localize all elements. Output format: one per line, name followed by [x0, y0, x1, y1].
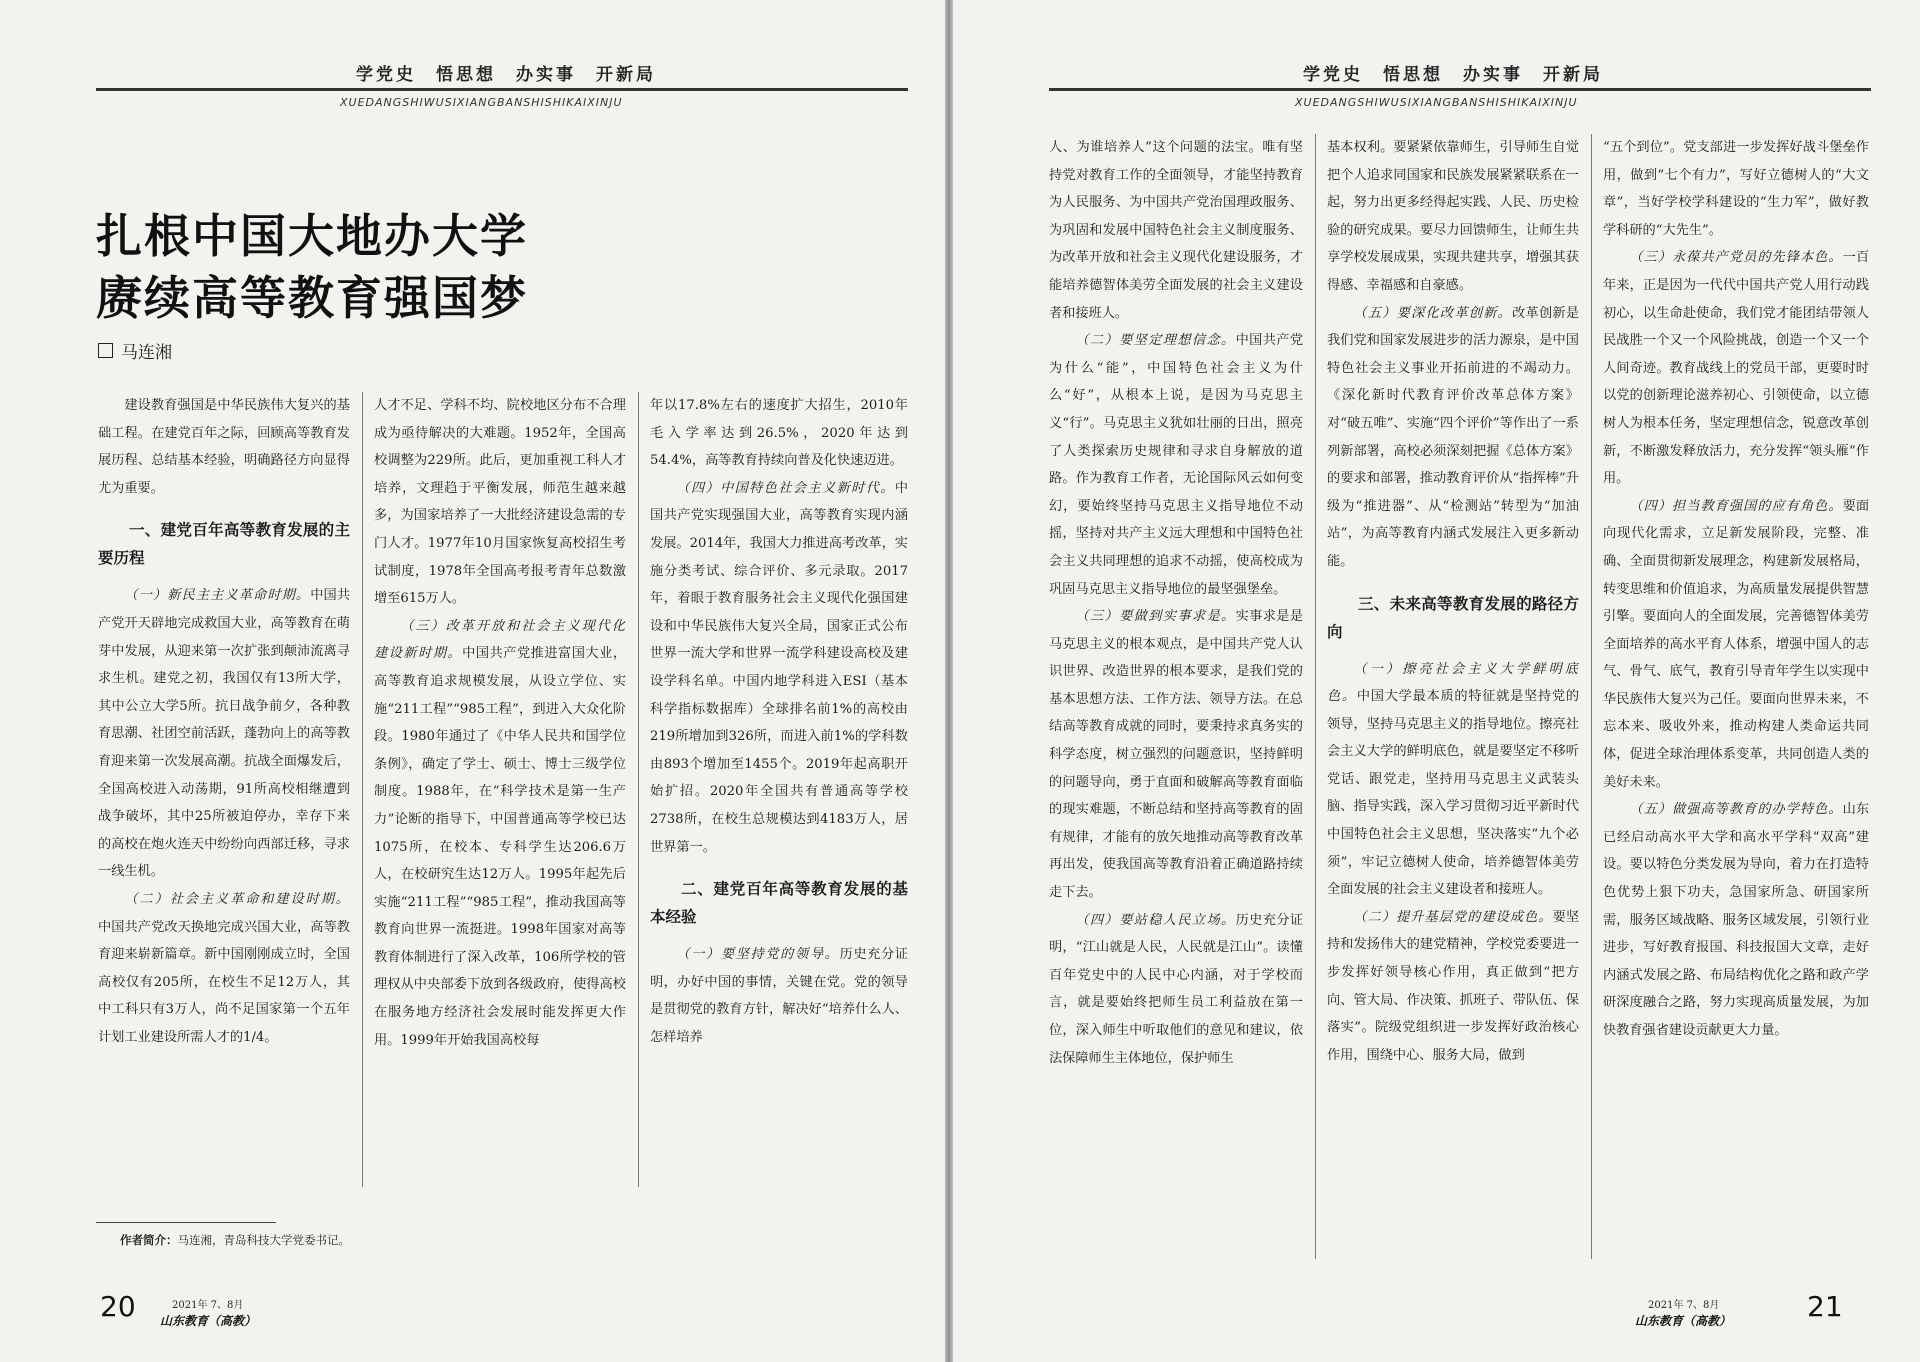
column-right-3: [1603, 134, 1869, 1264]
magazine-name: 山东教育（高教）: [160, 1314, 257, 1328]
subsection-lead: （三）要做到实事求是。: [1075, 609, 1236, 625]
subsection-lead: （四）担当教育强国的应有角色。: [1629, 498, 1843, 514]
column-left-3: [650, 392, 908, 1192]
body-paragraph: [1327, 656, 1579, 904]
body-paragraph: [374, 613, 626, 1055]
header-rule: [96, 88, 908, 91]
header-rule: [1049, 88, 1871, 91]
paragraph-text: 中国共产党改天换地完成兴国大业，高等教育迎来崭新篇章。新中国刚刚成立时，全国高校仅有205所，在校生不足12万人，其中工科只有3万人，尚不足国家第一个五年计划工业建设所需人才的1/4。: [98, 919, 350, 1045]
body-paragraph: [1049, 134, 1303, 327]
paragraph-text: 建设教育强国是中华民族伟大复兴的基础工程。在建党百年之际，回顾高等教育发展历程、总结基本经验，明确路径方向显得尤为重要。: [98, 398, 350, 496]
paragraph-text: 中国共产党推进富国大业，高等教育追求规模发展，从设立学位、实施“211工程”“985工程”，到进入大众化阶段。1980年通过了《中华人民共和国学位条例》，确定了学士、硕士、博士三级学位制度。1988年，在“科学技术是第一生产力”论断的指导下，中国普通高等学校已达1075所，在校本、专科学生达206.6万人，在校研究生达12万人。1995年起先后实施“211工程”“985工程”，推动我国高等教育向世界一流挺进。1998年国家对高等教育体制进行了深入改革，106所学校的管理权从中央部委下放到各级政府，使得高校在服务地方经济社会发展时能发挥更大作用。1999年开始我国高校每: [374, 646, 626, 1048]
author-note: [120, 1232, 350, 1248]
body-paragraph: [1603, 796, 1869, 1044]
page-gutter: [945, 0, 953, 1362]
body-paragraph: [98, 392, 350, 502]
subsection-lead: （一）要坚持党的领导。: [676, 947, 840, 963]
paragraph-text: 历史充分证明，办好中国的事情，关键在党。党的领导是贯彻党的教育方针，解决好“培养什么人、怎样培养: [650, 947, 908, 1045]
subsection-lead: （一）新民主主义革命时期。: [124, 588, 311, 604]
paragraph-text: 山东已经启动高水平大学和高水平学科“双高”建设。要以特色分类发展为导向，着力在打造特色优势上狠下功夫，急国家所急、研国家所需，服务区域战略、服务区域发展，引领行业进步，写好教育报国、科技报国大文章，走好内涵式发展之路、布局结构优化之路和政产学研深度融合之路，努力实现高质量发展，为加快教育强省建设贡献更大力量。: [1603, 802, 1869, 1038]
subsection-lead: （三）永葆共产党员的先锋本色。: [1629, 250, 1843, 266]
section-heading: 三、未来高等教育发展的路径方向: [1327, 594, 1579, 641]
paragraph-text: 中国共产党为什么“能”，中国特色社会主义为什么“好”，从根本上说，是因为马克思主义“行”。马克思主义犹如壮丽的日出，照亮了人类探索历史规律和寻求自身解放的道路。作为教育工作者，无论国际风云如何变幻，要始终坚持马克思主义指导地位不动摇，坚持对共产主义远大理想和中国特色社会主义共同理想的追求不动摇，使高校成为巩固马克思主义指导地位的最坚强堡垒。: [1049, 333, 1303, 597]
paragraph-text: 中国大学最本质的特征就是坚持党的领导，坚持马克思主义的指导地位。擦亮社会主义大学的鲜明底色，就是要坚定不移听党话、跟党走，坚持用马克思主义武装头脑、指导实践，深入学习贯彻习近平新时代中国特色社会主义思想，坚决落实“九个必须”，牢记立德树人使命，培养德智体美劳全面发展的社会主义建设者和接班人。: [1327, 689, 1579, 898]
paragraph-text: 实事求是是马克思主义的根本观点，是中国共产党人认识世界、改造世界的根本要求，是我们党的基本思想方法、工作方法、领导方法。在总结高等教育成就的同时，要秉持求真务实的科学态度，树立强烈的问题意识，坚持鲜明的问题导向，勇于直面和破解高等教育面临的现实难题，不断总结和坚持高等教育的固有规律，才能有的放矢地推动高等教育改革再出发，使我国高等教育沿着正确道路持续走下去。: [1049, 609, 1303, 901]
paragraph-text: 一百年来，正是因为一代代中国共产党人用行动践初心，以生命赴使命，我们党才能团结带领人民战胜一个又一个风险挑战，创造一个又一个人间奇迹。教育战线上的党员干部，更要时时以党的创新理论滋养初心、引领使命，以立德树人为根本任务，坚定理想信念，锐意改革创新，不断激发释放活力，充分发挥“领头雁”作用。: [1603, 250, 1869, 487]
subsection-lead: （四）中国特色社会主义新时代。: [676, 480, 895, 496]
running-header: 学党史 悟思想 办实事 开新局: [1303, 65, 1603, 85]
body-paragraph: [98, 582, 350, 886]
column-right-1: [1049, 134, 1303, 1264]
column-divider: [362, 392, 363, 1187]
title-line-1: 扎根中国大地办大学: [96, 209, 528, 263]
running-header: 学党史 悟思想 办实事 开新局: [356, 65, 656, 85]
column-divider: [1591, 134, 1592, 1259]
paragraph-text: “五个到位”。党支部进一步发挥好战斗堡垒作用，做到“七个有力”，写好立德树人的“大文章”，当好学校学科建设的“生力军”，做好教学科研的“大先生”。: [1603, 140, 1869, 238]
body-paragraph: [650, 475, 908, 861]
section-heading: 一、建党百年高等教育发展的主要历程: [98, 521, 350, 568]
footnote-rule: [96, 1222, 276, 1223]
body-paragraph: [1049, 603, 1303, 907]
body-paragraph: [1603, 244, 1869, 492]
author-byline: [98, 338, 172, 363]
square-bullet-icon: [98, 343, 113, 358]
body-paragraph: [1327, 904, 1579, 1070]
title-line-2: 赓续高等教育强国梦: [96, 271, 528, 325]
subsection-lead: （二）社会主义革命和建设时期。: [124, 891, 350, 907]
body-paragraph: [1327, 300, 1579, 576]
subsection-lead: （二）要坚定理想信念。: [1075, 333, 1236, 349]
left-page: [0, 0, 945, 1362]
subsection-lead: （一）擦亮社会主义大学鲜明底色。: [1327, 661, 1579, 705]
section-heading: 二、建党百年高等教育发展的基本经验: [650, 880, 908, 927]
body-paragraph: [98, 886, 350, 1052]
body-paragraph: [1603, 493, 1869, 797]
page-number: 21: [1807, 1290, 1843, 1323]
author-note-text: 马连湘，青岛科技大学党委书记。: [177, 1233, 350, 1247]
issue-date: 2021年 7、8月: [172, 1300, 244, 1311]
paragraph-text: 要面向现代化需求，立足新发展阶段，完整、准确、全面贯彻新发展理念，构建新发展格局，转变思维和价值追求，为高质量发展提供智慧引擎。要面向人的全面发展，完善德智体美劳全面培养的高水平育人体系，增强中国人的志气、骨气、底气，教育引导青年学生以实现中华民族伟大复兴为己任。要面向世界未来，不忘本来、吸收外来，推动构建人类命运共同体，促进全球治理体系变革，共同创造人类的美好未来。: [1603, 498, 1869, 790]
column-left-2: [374, 392, 626, 1192]
author-note-label: 作者简介：: [120, 1233, 178, 1247]
column-left-1: [98, 392, 350, 1192]
paragraph-text: 历史充分证明，“江山就是人民，人民就是江山”。读懂百年党史中的人民中心内涵，对于学校而言，就是要始终把师生员工利益放在第一位，深入师生中听取他们的意见和建议，依法保障师生主体地位，保护师生: [1049, 912, 1303, 1066]
body-paragraph: [650, 392, 908, 475]
paragraph-text: 要坚持和发扬伟大的建党精神，学校党委要进一步发挥好领导核心作用，真正做到“把方向、管大局、作决策、抓班子、带队伍、保落实”。院级党组织进一步发挥好政治核心作用，围绕中心、服务大局，做到: [1327, 909, 1579, 1063]
paragraph-text: 年以17.8%左右的速度扩大招生，2010年毛入学率达到26.5%，2020年达到54.4%，高等教育持续向普及化快速迈进。: [650, 398, 908, 469]
body-paragraph: [374, 392, 626, 613]
right-page: [953, 0, 1920, 1362]
body-paragraph: [1603, 134, 1869, 244]
running-header-pinyin: XUEDANGSHIWUSIXIANGBANSHISHIKAIXINJU: [1295, 96, 1578, 109]
body-paragraph: [1049, 327, 1303, 603]
column-divider: [1315, 134, 1316, 1259]
paragraph-text: 基本权利。要紧紧依靠师生，引导师生自觉把个人追求同国家和民族发展紧紧联系在一起，努力出更多经得起实践、人民、历史检验的研究成果。要尽力回馈师生，让师生共享学校发展成果，实现共建共享，增强其获得感、幸福感和自豪感。: [1327, 140, 1579, 293]
paragraph-text: 改革创新是我们党和国家发展进步的活力源泉，是中国特色社会主义事业开拓前进的不竭动力。《深化新时代教育评价改革总体方案》对“破五唯”、实施“四个评价”等作出了一系列新部署，高校必须深刻把握《总体方案》的要求和部署，推动教育评价从“指挥棒”升级为“推进器”、从“检测站”转型为“加油站”，为高等教育内涵式发展注入更多新动能。: [1327, 305, 1579, 569]
running-header-pinyin: XUEDANGSHIWUSIXIANGBANSHISHIKAIXINJU: [340, 96, 623, 109]
article-title: [96, 205, 528, 329]
subsection-lead: （四）要站稳人民立场。: [1075, 912, 1236, 928]
paragraph-text: 人、为谁培养人”这个问题的法宝。唯有坚持党对教育工作的全面领导，才能坚持教育为人民服务、为中国共产党治国理政服务、为巩固和发展中国特色社会主义制度服务、为改革开放和社会主义现代化建设服务，才能培养德智体美劳全面发展的社会主义建设者和接班人。: [1049, 140, 1303, 321]
magazine-name: 山东教育（高教）: [1635, 1314, 1732, 1328]
paragraph-text: 人才不足、学科不均、院校地区分布不合理成为亟待解决的大难题。1952年，全国高校调整为229所。此后，更加重视工科人才培养，文理趋于平衡发展，师范生越来越多，为国家培养了一大批经济建设急需的专门人才。1977年10月国家恢复高校招生考试制度，1978年全国高考报考青年总数激增至615万人。: [374, 398, 626, 607]
body-paragraph: [1049, 907, 1303, 1073]
paragraph-text: 中国共产党实现强国大业，高等教育实现内涵发展。2014年，我国大力推进高考改革，实施分类考试、综合评价、多元录取。2017年，着眼于教育服务社会主义现代化强国建设和中华民族伟大复兴全局，国家正式公布世界一流大学和世界一流学科建设高校及建设学科名单。中国内地学科进入ESI（基本科学指标数据库）全球排名前1%的高校由219所增加到326所，而进入前1%的学科数由893个增加至1455个。2019年起高职开始扩招。2020年全国共有普通高等学校2738所，在校生总规模达到4183万人，居世界第一。: [650, 480, 908, 855]
body-paragraph: [1327, 134, 1579, 300]
issue-date: 2021年 7、8月: [1648, 1300, 1720, 1311]
page-number: 20: [100, 1290, 136, 1323]
body-paragraph: [650, 941, 908, 1051]
paragraph-text: 中国共产党开天辟地完成救国大业，高等教育在萌芽中发展，从迎来第一次扩张到颠沛流离寻求生机。建党之初，我国仅有13所大学，其中公立大学5所。抗日战争前夕，各种教育思潮、社团空前活跃，蓬勃向上的高等教育迎来第一次发展高潮。抗战全面爆发后，全国高校进入动荡期，91所高校相继遭到战争破坏，其中25所被迫停办，幸存下来的高校在炮火连天中纷纷向西部迁移，寻求一线生机。: [98, 588, 350, 880]
subsection-lead: （三）改革开放和社会主义现代化建设新时期。: [374, 618, 626, 662]
subsection-lead: （五）做强高等教育的办学特色。: [1629, 802, 1843, 818]
column-right-2: [1327, 134, 1579, 1264]
show-through-text: [700, 120, 940, 260]
column-divider: [638, 392, 639, 1187]
subsection-lead: （二）提升基层党的建设成色。: [1353, 909, 1553, 925]
subsection-lead: （五）要深化改革创新。: [1353, 305, 1513, 321]
author-name: 马连湘: [121, 343, 172, 363]
